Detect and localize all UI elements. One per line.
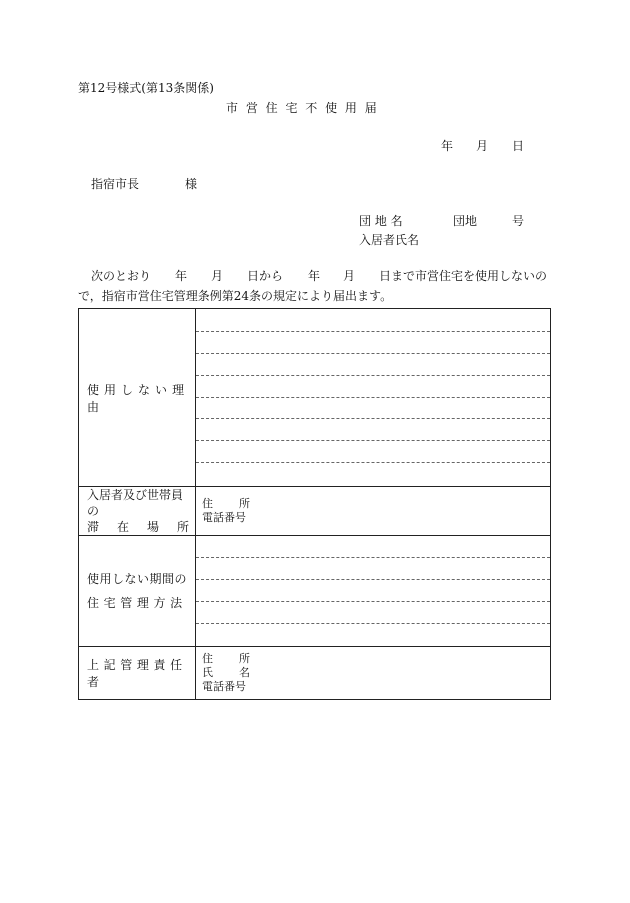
reason-row bbox=[79, 309, 551, 487]
reason-line[interactable] bbox=[196, 398, 550, 420]
number-suffix: 号 bbox=[512, 214, 525, 228]
resident-name-label: 入居者氏名 bbox=[359, 233, 420, 247]
reason-line[interactable] bbox=[196, 354, 550, 376]
body-line1-p1: 次のとおり bbox=[91, 269, 152, 283]
period-line[interactable] bbox=[196, 580, 550, 602]
body-line1-p7: 日まで市営住宅を使用しないの bbox=[379, 269, 548, 283]
body-line1-p3: 月 bbox=[211, 269, 224, 283]
period-line[interactable] bbox=[196, 558, 550, 580]
date-month: 月 bbox=[476, 139, 489, 153]
period-line[interactable] bbox=[196, 536, 550, 558]
period-line[interactable] bbox=[196, 624, 550, 646]
reason-label: 使 用 し な い 理 由 bbox=[87, 382, 185, 414]
reason-line[interactable] bbox=[196, 310, 550, 332]
body-line1-p5: 年 bbox=[308, 269, 321, 283]
date-year: 年 bbox=[441, 139, 454, 153]
body-line2: で，指宿市営住宅管理条例第24条の規定により届出ます。 bbox=[78, 289, 393, 303]
body-line1-p4: 日から bbox=[247, 269, 284, 283]
form-title: 市 営 住 宅 不 使 用 届 bbox=[226, 101, 379, 115]
period-label-line1: 使用しない期間の bbox=[87, 572, 188, 586]
manager-row bbox=[79, 647, 551, 700]
body-line1-p2: 年 bbox=[175, 269, 188, 283]
complex-name-label: 団 地 名 bbox=[359, 214, 403, 228]
date-day: 日 bbox=[512, 139, 525, 153]
stay-address-label: 住 所 bbox=[202, 497, 250, 510]
reason-line[interactable] bbox=[196, 332, 550, 354]
stay-label-cell bbox=[79, 487, 196, 536]
complex-suffix: 団地 bbox=[453, 214, 478, 228]
reason-line[interactable] bbox=[196, 441, 550, 463]
stay-label-line2: 滞 在 場 所 bbox=[87, 520, 189, 534]
reason-label-cell bbox=[79, 309, 196, 487]
manager-address-label: 住 所 bbox=[202, 652, 250, 665]
reason-line[interactable] bbox=[196, 419, 550, 441]
period-row bbox=[79, 536, 551, 647]
period-label-line2: 住 宅 管 理 方 法 bbox=[87, 596, 183, 610]
stay-info-cell[interactable] bbox=[196, 487, 551, 536]
stay-phone-label: 電話番号 bbox=[202, 511, 246, 524]
manager-info-cell[interactable] bbox=[196, 647, 551, 700]
stay-label-line1: 入居者及び世帯員の bbox=[87, 488, 184, 518]
reason-line[interactable] bbox=[196, 463, 550, 485]
manager-label: 上 記 管 理 責 任 者 bbox=[87, 658, 183, 689]
period-lines[interactable] bbox=[196, 536, 551, 647]
body-line1-p6: 月 bbox=[343, 269, 356, 283]
period-line[interactable] bbox=[196, 602, 550, 624]
manager-phone-label: 電話番号 bbox=[202, 680, 246, 693]
manager-name-label: 氏 名 bbox=[202, 666, 250, 679]
period-label-cell bbox=[79, 536, 196, 647]
reason-line[interactable] bbox=[196, 376, 550, 398]
form-number: 第12号様式(第13条関係) bbox=[78, 81, 214, 95]
stay-row bbox=[79, 487, 551, 536]
addressee-honorific: 様 bbox=[185, 177, 198, 191]
form-table bbox=[78, 308, 551, 700]
reason-lines[interactable] bbox=[196, 309, 551, 487]
manager-label-cell bbox=[79, 647, 196, 700]
addressee: 指宿市長 bbox=[91, 177, 140, 191]
